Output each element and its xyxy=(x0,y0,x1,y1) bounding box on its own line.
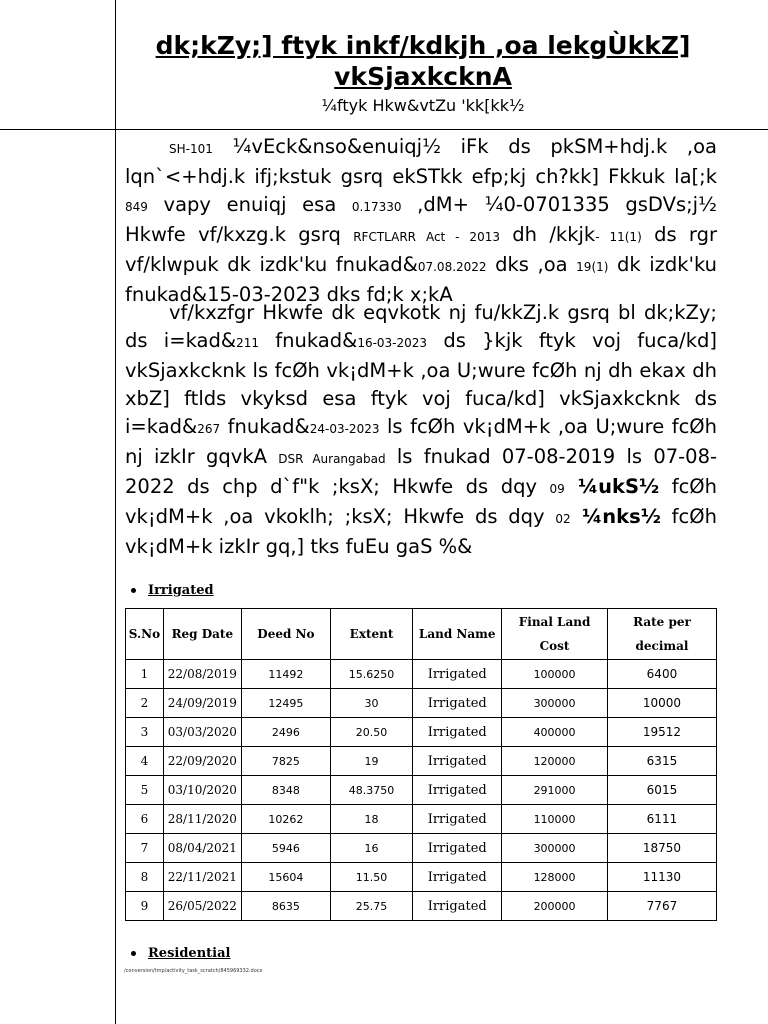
table-cell: 291000 xyxy=(502,776,608,805)
table-cell: 16 xyxy=(330,834,412,863)
table-cell: 10262 xyxy=(241,805,330,834)
table-cell: 6015 xyxy=(607,776,716,805)
p2-text: ls fcØh vk¡dM+k ,oa U;wure fcØh nj izkIr gqvkA xyxy=(125,415,717,468)
table-row xyxy=(126,660,717,689)
column-header: Extent xyxy=(330,609,412,660)
table-cell: 8 xyxy=(126,863,164,892)
table-row xyxy=(126,805,717,834)
p2-text: ls fnukad 07-08-2019 ls 07-08-2022 ds chp d`f"k ;ksX; Hkwfe ds dqy xyxy=(125,445,718,498)
dsr-name: DSR Aurangabad xyxy=(278,452,386,466)
table-cell: 2 xyxy=(126,689,164,718)
table-row xyxy=(126,863,717,892)
table-cell: 4 xyxy=(126,747,164,776)
p2-text: vf/kxzfgr Hkwfe dk eqvkotk nj fu/kkZj.k gsrq bl dk;kZy; ds i=kad& xyxy=(125,301,717,352)
p2-text: fcØh vk¡dM+k ,oa vkoklh; ;ksX; Hkwfe ds dqy xyxy=(125,475,717,528)
p1-text: dk izdk'ku fnukad&15-03-2023 dks fd;k x;kA xyxy=(125,253,717,306)
count-res-words: ¼nks½ xyxy=(570,505,661,528)
table-cell: 15604 xyxy=(241,863,330,892)
p2-text: fcØh vk¡dM+k izkIr gq,] tks fuEu gaS %& xyxy=(125,505,717,558)
table-cell: 11492 xyxy=(241,660,330,689)
table-cell: 300000 xyxy=(502,834,608,863)
table-cell: Irrigated xyxy=(413,805,502,834)
page-subtitle: ¼ftyk Hkw&vtZu 'kk[kk½ xyxy=(321,96,525,115)
table-cell: 6315 xyxy=(607,747,716,776)
column-header: Rate per decimal xyxy=(607,609,716,660)
table-cell: 6111 xyxy=(607,805,716,834)
column-header: S.No xyxy=(126,609,164,660)
p1-text: ds rgr vf/klwpuk dk izdk'ku fnukad& xyxy=(125,223,717,276)
table-cell: 28/11/2020 xyxy=(163,805,241,834)
table-row xyxy=(126,776,717,805)
title-line-2: vkSjaxkcknA xyxy=(334,62,512,91)
table-header-row xyxy=(126,609,717,660)
table-cell: 7825 xyxy=(241,747,330,776)
section-residential-label: Residential xyxy=(148,946,231,961)
table-cell: 7 xyxy=(126,834,164,863)
table-cell: Irrigated xyxy=(413,863,502,892)
bullet-icon xyxy=(131,951,136,956)
table-cell: 12495 xyxy=(241,689,330,718)
section-residential xyxy=(131,946,230,961)
bullet-icon xyxy=(131,588,136,593)
paragraph-2 xyxy=(125,299,717,561)
table-cell: 5946 xyxy=(241,834,330,863)
table-cell: 26/05/2022 xyxy=(163,892,241,921)
table-cell: Irrigated xyxy=(413,834,502,863)
count-agri: 09 xyxy=(549,482,565,496)
table-cell: 5 xyxy=(126,776,164,805)
table-cell: 110000 xyxy=(502,805,608,834)
p2-text: fnukad& xyxy=(220,415,310,438)
table-cell: Irrigated xyxy=(413,776,502,805)
sales-table xyxy=(125,608,717,921)
p2-text: ds }kjk ftyk voj fuca/kd] vkSjaxkcknk ls fcØh vk¡dM+k ,oa U;wure fcØh nj dh ekax dh xbZ] ftlds vkyksd esa ftyk voj fuca/kd] vkSjaxkcknk ds i=kad& xyxy=(125,329,718,438)
table-cell: 20.50 xyxy=(330,718,412,747)
table-cell: 300000 xyxy=(502,689,608,718)
table-cell: Irrigated xyxy=(413,892,502,921)
table-cell: 22/11/2021 xyxy=(163,863,241,892)
table-cell: 400000 xyxy=(502,718,608,747)
table-row xyxy=(126,892,717,921)
table-cell: 18750 xyxy=(607,834,716,863)
section-irrigated xyxy=(131,583,214,598)
column-header: Final Land Cost xyxy=(502,609,608,660)
table-cell: 6 xyxy=(126,805,164,834)
table-cell: 11130 xyxy=(607,863,716,892)
header-divider xyxy=(0,129,768,130)
letter-number-2: 267 xyxy=(197,422,221,436)
p1-text: vapy enuiqj esa xyxy=(147,193,352,216)
table-body xyxy=(126,660,717,921)
table-cell: 8635 xyxy=(241,892,330,921)
p1-text: dh /kkjk xyxy=(499,223,596,246)
table-row xyxy=(126,747,717,776)
table-cell: 9 xyxy=(126,892,164,921)
table-cell: 08/04/2021 xyxy=(163,834,241,863)
title-line-1: dk;kZy;] ftyk inkf/kdkjh ,oa lekgÙkkZ] xyxy=(155,31,691,60)
table-cell: 10000 xyxy=(607,689,716,718)
p1-text: ¼vEck&nso&enuiqj½ iFk ds pkSM+hdj.k ,oa lqn`<+hdj.k ifj;kstuk gsrq ekSTkk efp;kj ch?kk] Fkkuk la[;k xyxy=(125,135,717,188)
table-cell: 2496 xyxy=(241,718,330,747)
table-cell: Irrigated xyxy=(413,747,502,776)
column-header: Reg Date xyxy=(163,609,241,660)
letter-date: 16-03-2023 xyxy=(357,336,428,350)
footer-path: /conversion/tmp/activity_task_scratch/845969332.docx xyxy=(124,968,263,974)
table-cell: 03/03/2020 xyxy=(163,718,241,747)
section-irrigated-label: Irrigated xyxy=(148,583,214,598)
table-cell: Irrigated xyxy=(413,660,502,689)
page-title xyxy=(118,30,728,92)
letter-date-2: 24-03-2023 xyxy=(309,422,380,436)
table-cell: 6400 xyxy=(607,660,716,689)
table-cell: 48.3750 xyxy=(330,776,412,805)
table-cell: Irrigated xyxy=(413,718,502,747)
table-cell: 3 xyxy=(126,718,164,747)
table-row xyxy=(126,718,717,747)
margin-line-vertical xyxy=(115,0,116,1024)
table-cell: 120000 xyxy=(502,747,608,776)
table-cell: 1 xyxy=(126,660,164,689)
act-name: RFCTLARR Act - 2013 xyxy=(353,230,500,244)
table-cell: 8348 xyxy=(241,776,330,805)
area-acre: 0.17330 xyxy=(351,200,402,214)
table-row xyxy=(126,689,717,718)
table-row xyxy=(126,834,717,863)
p1-text: ,dM+ ¼0-0701335 gsDVs;j½ Hkwfe vf/kxzg.k gsrq xyxy=(125,193,717,246)
table-cell: 24/09/2019 xyxy=(163,689,241,718)
table-cell: 15.6250 xyxy=(330,660,412,689)
table-cell: 11.50 xyxy=(330,863,412,892)
count-agri-words: ¼ukS½ xyxy=(564,475,660,498)
thana-number: 849 xyxy=(125,200,148,214)
paragraph-1 xyxy=(125,133,717,309)
table-cell: 7767 xyxy=(607,892,716,921)
table-cell: 200000 xyxy=(502,892,608,921)
p2-text: fnukad& xyxy=(258,329,358,352)
letter-number: 211 xyxy=(236,336,259,350)
column-header: Deed No xyxy=(241,609,330,660)
section-number-2: 19(1) xyxy=(576,260,609,274)
table-cell: 03/10/2020 xyxy=(163,776,241,805)
table-cell: 22/09/2020 xyxy=(163,747,241,776)
section-number: - 11(1) xyxy=(595,230,642,244)
table-cell: 25.75 xyxy=(330,892,412,921)
count-res: 02 xyxy=(555,512,571,526)
column-header: Land Name xyxy=(413,609,502,660)
table-cell: 128000 xyxy=(502,863,608,892)
p1-text: dks ,oa xyxy=(486,253,577,276)
table-cell: Irrigated xyxy=(413,689,502,718)
table-cell: 100000 xyxy=(502,660,608,689)
notification-date: 07.08.2022 xyxy=(417,260,487,274)
table-cell: 19512 xyxy=(607,718,716,747)
table-cell: 22/08/2019 xyxy=(163,660,241,689)
table-cell: 18 xyxy=(330,805,412,834)
table-cell: 19 xyxy=(330,747,412,776)
road-code: SH-101 xyxy=(169,142,213,156)
table-cell: 30 xyxy=(330,689,412,718)
